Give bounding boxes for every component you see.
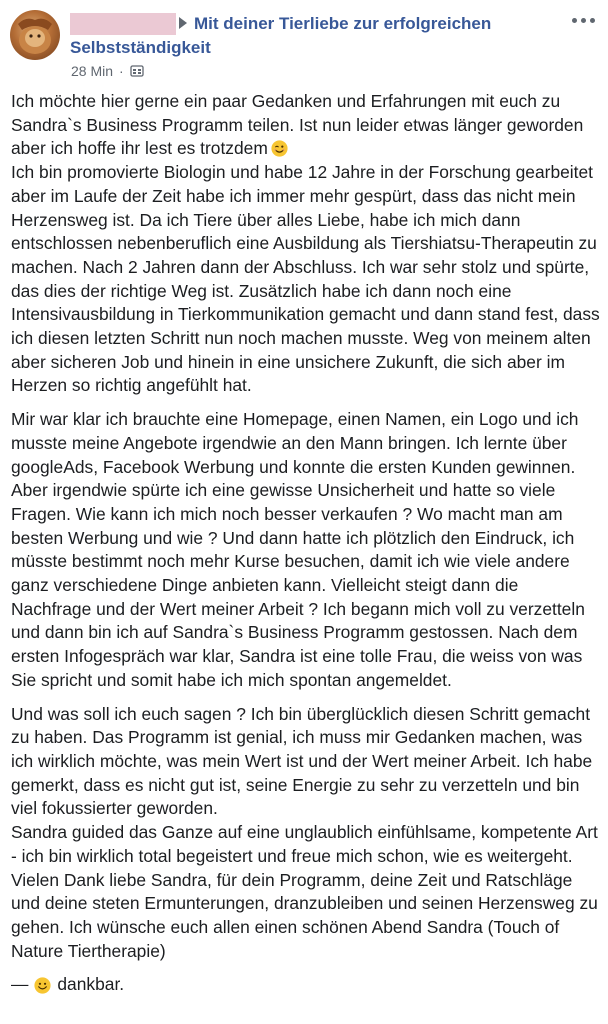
group-name-link[interactable]: Mit deiner Tierliebe zur erfolgreichen Selbstständigkeit: [70, 14, 492, 57]
post-paragraph: Ich möchte hier gerne ein paar Gedanken und Erfahrungen mit euch zu Sandra`s Business Programm teilen. Ist nun leider etwas länger geworden aber ich hoffe ihr lest es trotzdem Ich bin promovierte Biologin und habe 12 Jahre in der Forschung gearbeitet aber im Laufe der Zeit habe ich immer mehr gespürt, dass das nicht mein Herzensweg ist. Da ich Tiere über alles Liebe, habe ich mich dann entschlossen nebenberuflich eine Ausbildung als Tiershiatsu-Therapeutin zu machen. Nach 2 Jahren dann der Abschluss. Ich war sehr stolz und spürte, das dies der richtige Weg ist. Zusätzlich habe ich dann noch eine Intensivausbildung in Tierkommunikation gemacht und dann stand fest, dass ich diesen letzten Schritt nun noch machen musste. Weg von meinem alten aber sicheren Job und hinein in eine unsichere Zukunft, die sich aber im Herzen so richtig angefühlt hat.: [11, 91, 600, 396]
avatar[interactable]: [10, 10, 60, 60]
activity-dash: —: [11, 974, 29, 995]
more-options-icon[interactable]: [565, 10, 601, 30]
activity-label: dankbar.: [57, 974, 125, 995]
meta-separator: ·: [119, 63, 124, 79]
post-paragraph: Mir war klar ich brauchte eine Homepage, einen Namen, ein Logo und ich musste meine Angebote irgendwie an den Mann bringen. Ich lernte über googleAds, Facebook Werbung und konnte die ersten Kunden gewinnen. Aber irgendwie spürte ich eine gewisse Unsicherheit und hatte so viele Fragen. Wie kann ich mich noch besser verkaufen ? Wo macht man am besten Werbung und wie ? Und dann hatte ich plötzlich den Eindruck, ich müsste bestimmt noch mehr Kurse besuchen, damit ich wie viele andere ganz verschiedene Dinge anbieten kann. Vielleicht steigt dann die Nachfrage und der Wert meiner Arbeit ? Ich begann mich voll zu verzetteln und dann bin ich auf Sandra`s Business Programm gestossen. Nach dem ersten Infogespräch war klar, Sandra ist eine tolle Frau, die weiss von was Sie spricht und somit habe ich mich spontan angemeldet.: [11, 409, 585, 690]
post-paragraph: Und was soll ich euch sagen ? Ich bin überglücklich diesen Schritt gemacht zu haben. Das Programm ist genial, ich muss mir Gedanken machen, was ich wirklich möchte, was mein Wert ist und der Wert meiner Arbeit. Ich habe gemerkt, dass es nicht gut ist, seine Energie zu sehr zu verzetteln und bin viel fokussierter geworden. Sandra guided das Ganze auf eine unglaublich einfühlsame, kompetente Art - ich bin wirklich total begeistert und freue mich schon, wie es weitergeht. Vielen Dank liebe Sandra, für dein Programm, deine Zeit und Ratschläge und deine steten Ermunterungen, dranzubleiben und seinen Herzensweg zu gehen. Ich wünsche euch allen einen schönen Abend Sandra (Touch of Nature Tiertherapie): [11, 703, 598, 961]
wink-smile-emoji-icon: [271, 140, 288, 157]
post-text: [11, 90, 601, 997]
activity-feeling: [11, 973, 601, 997]
post-timestamp[interactable]: 28 Min: [71, 63, 114, 79]
smiling-face-emoji-icon: [34, 977, 51, 994]
post-meta: [71, 62, 144, 80]
group-audience-icon[interactable]: [130, 64, 144, 78]
